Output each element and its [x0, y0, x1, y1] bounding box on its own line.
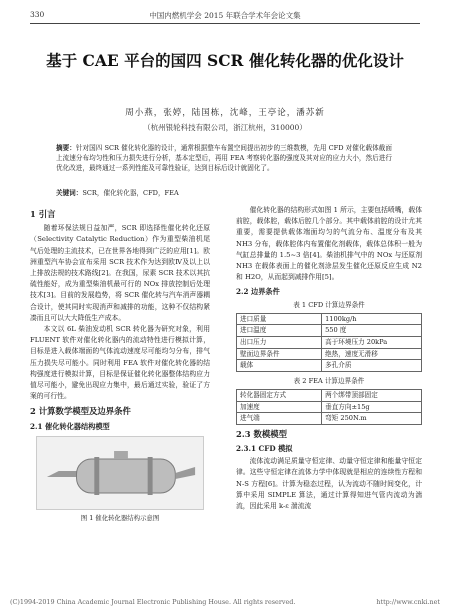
keywords-label: 关键词： — [56, 189, 83, 197]
author-list: 周小燕，张婷，陆国栋，沈峰，王亭论，潘苏新 — [125, 108, 325, 118]
section-heading-numeric-model: 2.3 数模模型 — [236, 428, 287, 439]
abstract-label: 摘要： — [56, 144, 76, 152]
table-cell: 加速度 — [237, 401, 322, 413]
table-row — [237, 360, 422, 372]
paper-title: 基于 CAE 平台的国四 SCR 催化转化器的优化设计 — [46, 51, 404, 70]
table-cell: 1100kg/h — [322, 313, 422, 325]
subsection-heading-cfd: 2.3.1 CFD 模拟 — [236, 443, 293, 453]
subsection-heading-structure: 2.1 催化转化器结构模型 — [30, 421, 110, 431]
table-cell: 转化器固定方式 — [237, 390, 322, 402]
abstract — [56, 143, 392, 174]
abstract-text: 针对国四 SCR 催化转化器的设计，通常根据整车布置空间提出初步的三维数模，先用 CFD 对催化载体截面上流速分布均匀性和压力损失进行分析，基本定型后，再用 FEA 考察转化器的强度及其对应的应力大小，然后进行优化改进，最终通过一系列性能及可靠性验证，达到目标后设计就固化了。 — [56, 144, 392, 173]
table-cell: 出口压力 — [237, 337, 322, 349]
left-column — [30, 205, 210, 528]
table-cell: 绝热，速度无滑移 — [322, 348, 422, 360]
table-row — [237, 313, 422, 325]
intro-paragraph-2: 本文以 6L 柴油发动机 SCR 转化器为研究对象，利用 FLUENT 软件对催化转化器内的流动特性进行模拟计算，目标是进入载体端面的气体流动速度尽可能均匀分布，排气压力损失尽可能小。同时利用 FEA 软件对催化转化器的结构强度进行模拟计算，目标是保证催化转化器整体结构应力值尽可能小，避免出现应力集中，最后通过实验，验证了方案的可行性。 — [30, 325, 210, 401]
table-cell: 进口温度 — [237, 325, 322, 337]
figure-caption: 图 1 催化转化器结构示意图 — [80, 513, 160, 522]
section-heading-model: 2 计算数学模型及边界条件 — [30, 406, 131, 417]
structure-paragraph: 催化转化器的结构形式如图 1 所示，主要包括喷嘴，载体前腔，载体腔，载体后腔几个部分。其中载体前腔的设计尤其重要，需要提供载体端面均匀的气流分布、温度分布及其 NH3 分布，载体腔体内布置催化剂载体，载体总体积一般为气缸总排量的 1.5~3 倍[4]。柴油机排气中的 NOx 与还原剂 NH3 在载体表面上的催化剂涂层发生催化还原反应生成 N2 和 H2O，从而起到减排作用[5]。 — [236, 206, 422, 282]
table-cell: 进口质量 — [237, 313, 322, 325]
table-cell: 多孔介质 — [322, 360, 422, 372]
table-row — [237, 401, 422, 413]
table-row — [237, 348, 422, 360]
table-cell: 550 度 — [322, 325, 422, 337]
table-cell: 弯矩 250N.m — [322, 413, 422, 425]
table-cell: 垂直方向±15g — [322, 401, 422, 413]
table-cell: 壁面边界条件 — [237, 348, 322, 360]
table2-caption: 表 2 FEA 计算边界条件 — [293, 376, 365, 385]
page-number: 330 — [30, 10, 45, 19]
section-heading-intro: 1 引言 — [30, 209, 56, 219]
table1-caption: 表 1 CFD 计算边界条件 — [293, 300, 365, 309]
table-cell: 两个绑带顶部固定 — [322, 390, 422, 402]
table-cell: 载体 — [237, 360, 322, 372]
table-row — [237, 413, 422, 425]
table-row — [237, 325, 422, 337]
running-title: 中国内燃机学会 2015 年联合学术年会论文集 — [149, 11, 301, 20]
right-column — [236, 205, 422, 512]
converter-illustration — [37, 437, 203, 509]
affiliation: （杭州银轮科技有限公司，浙江杭州，310000） — [143, 123, 307, 132]
table-row — [237, 390, 422, 402]
table-fea-boundary — [236, 389, 422, 425]
running-header — [30, 10, 420, 24]
header-rule — [30, 23, 420, 24]
footer-link: http://www.cnki.net — [376, 598, 440, 606]
subsection-heading-boundary: 2.2 边界条件 — [236, 287, 280, 297]
footer — [10, 598, 440, 606]
figure-converter-structure — [36, 436, 204, 510]
cfd-paragraph: 流体流动满足质量守恒定律、动量守恒定律和能量守恒定律。这些守恒定律在流体力学中体现就是相应的连续性方程和 N-S 方程[6]。计算为稳态过程，认为流动不随时间变化，计算中采用 SIMPLE 算法，通过计算得知进气管内流动为湍流，因此采用 k-ε 湍流流 — [236, 457, 422, 510]
keywords-text: SCR，催化转化器，CFD，FEA — [82, 189, 179, 197]
intro-paragraph-1: 随着环保法规日益加严，SCR 即选择性催化转化还原（Selectivity Catalytic Reduction）作为重型柴油机尾气后处理的主流技术，已在世界各地得到广泛的应用[1]。欧洲重型汽车协会宣布采用 SCR 技术作为达到欧Ⅳ及以上以上排放法规的技术路线[2]。在我国，尿素 SCR 技术以其抗硫性能好，成为重型柴油机最可行的 NOx 排放控制后处理技术[3]。目前的发展趋势，将 SCR 催化转与汽车消声器耦合设计，使其同时实现消声和减排的功能，这种不仅结构紧凑而且可以大大降低生产成本。 — [30, 224, 210, 322]
table-cell: 进气端 — [237, 413, 322, 425]
footer-copyright: (C)1994-2019 China Academic Journal Electronic Publishing House. All rights reserved. — [10, 598, 296, 606]
keywords — [56, 188, 392, 198]
table-cell: 高于环境压力 20kPa — [322, 337, 422, 349]
table-cfd-boundary — [236, 313, 422, 372]
table-row — [237, 337, 422, 349]
